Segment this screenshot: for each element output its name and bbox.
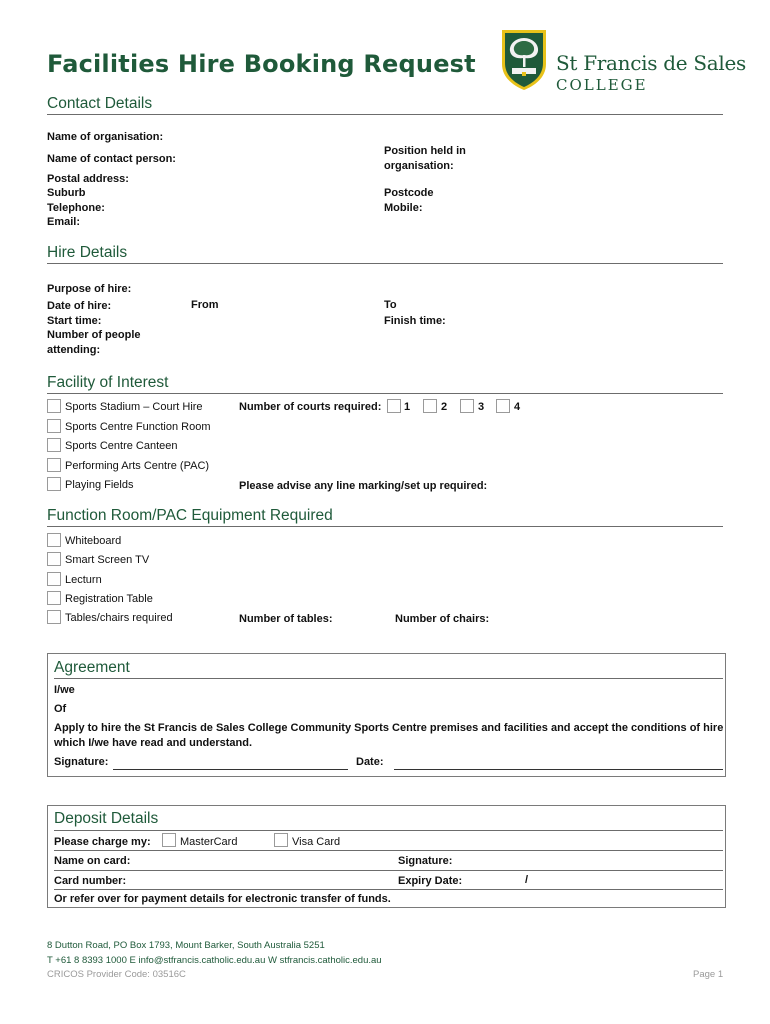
equipment-heading: Function Room/PAC Equipment Required xyxy=(47,507,333,524)
contact-person-label: Name of contact person: xyxy=(47,153,176,165)
equipment-label-whiteboard: Whiteboard xyxy=(65,535,122,547)
visa-label: Visa Card xyxy=(292,836,341,848)
page-number: Page 1 xyxy=(693,969,724,980)
divider xyxy=(47,393,723,394)
position-label: Position held in xyxy=(384,145,466,157)
page-title: Facilities Hire Booking Request xyxy=(47,50,476,78)
from-label: From xyxy=(191,299,219,311)
facility-label-pac: Performing Arts Centre (PAC) xyxy=(65,460,210,472)
facility-label-stadium: Sports Stadium – Court Hire xyxy=(65,401,203,413)
divider xyxy=(54,850,723,851)
equipment-label-registration-table: Registration Table xyxy=(65,593,153,605)
facility-checkbox-playing-fields[interactable] xyxy=(47,477,61,491)
agreement-text: Apply to hire the St Francis de Sales College Community Sports Centre premises and facilities and accept the conditions of hire xyxy=(54,722,724,734)
chairs-label: Number of chairs: xyxy=(395,613,490,625)
footer-contact xyxy=(47,955,382,966)
court-checkbox-1[interactable] xyxy=(387,399,401,413)
purpose-label: Purpose of hire: xyxy=(47,283,132,295)
divider xyxy=(54,678,723,679)
equipment-label-lecturn: Lecturn xyxy=(65,574,102,586)
name-on-card-label: Name on card: xyxy=(54,855,131,867)
college-crest-logo xyxy=(498,26,550,92)
court-label-4: 4 xyxy=(514,401,521,413)
facility-checkbox-function-room[interactable] xyxy=(47,419,61,433)
court-checkbox-2[interactable] xyxy=(423,399,437,413)
facility-checkbox-pac[interactable] xyxy=(47,458,61,472)
postcode-label: Postcode xyxy=(384,187,434,199)
facility-checkbox-canteen[interactable] xyxy=(47,438,61,452)
deposit-heading: Deposit Details xyxy=(54,810,159,827)
mastercard-label: MasterCard xyxy=(180,836,238,848)
mobile-label: Mobile: xyxy=(384,202,423,214)
equipment-label-smart-tv: Smart Screen TV xyxy=(65,554,150,566)
court-checkbox-3[interactable] xyxy=(460,399,474,413)
divider xyxy=(47,114,723,115)
finish-time-label: Finish time: xyxy=(384,315,446,327)
expiry-slash: / xyxy=(525,874,529,886)
refer-text: Or refer over for payment details for electronic transfer of funds. xyxy=(54,893,391,905)
divider xyxy=(47,263,723,264)
email-prefix: E xyxy=(129,955,136,966)
divider xyxy=(54,889,723,890)
equipment-checkbox-lecturn[interactable] xyxy=(47,572,61,586)
agreement-text-2: which I/we have read and understand. xyxy=(54,737,253,749)
org-label: Name of organisation: xyxy=(47,131,164,143)
charge-label: Please charge my: xyxy=(54,836,151,848)
people-label: Number of people xyxy=(47,329,141,341)
footer-address: 8 Dutton Road, PO Box 1793, Mount Barker, South Australia 5251 xyxy=(47,940,325,951)
footer-phone: +61 8 8393 1000 xyxy=(55,955,127,966)
date-of-hire-label: Date of hire: xyxy=(47,300,112,312)
people-label-2: attending: xyxy=(47,344,101,356)
agreement-box xyxy=(47,653,726,777)
equipment-checkbox-whiteboard[interactable] xyxy=(47,533,61,547)
agreement-signature-label: Signature: xyxy=(54,756,109,768)
equipment-label-tables-chairs: Tables/chairs required xyxy=(65,612,173,624)
hire-heading: Hire Details xyxy=(47,244,128,261)
tables-label: Number of tables: xyxy=(239,613,333,625)
equipment-checkbox-smart-tv[interactable] xyxy=(47,552,61,566)
date-line[interactable] xyxy=(394,769,723,770)
position-label-2: organisation: xyxy=(384,160,454,172)
mastercard-checkbox[interactable] xyxy=(162,833,176,847)
suburb-label: Suburb xyxy=(47,187,86,199)
to-label: To xyxy=(384,299,397,311)
postal-label: Postal address: xyxy=(47,173,129,185)
of-label: Of xyxy=(54,703,67,715)
court-label-2: 2 xyxy=(441,401,448,413)
equipment-checkbox-tables-chairs[interactable] xyxy=(47,610,61,624)
court-label-1: 1 xyxy=(404,401,411,413)
facility-label-function-room: Sports Centre Function Room xyxy=(65,421,211,433)
footer-cricos: CRICOS Provider Code: 03516C xyxy=(47,969,186,980)
email-label: Email: xyxy=(47,216,81,228)
web-prefix: W xyxy=(268,955,277,966)
expiry-label: Expiry Date: xyxy=(398,875,463,887)
facility-checkbox-stadium[interactable] xyxy=(47,399,61,413)
court-label-3: 3 xyxy=(478,401,485,413)
telephone-label: Telephone: xyxy=(47,202,105,214)
signature-line[interactable] xyxy=(113,769,348,770)
facility-label-playing-fields: Playing Fields xyxy=(65,479,134,491)
contact-heading: Contact Details xyxy=(47,95,153,112)
visa-checkbox[interactable] xyxy=(274,833,288,847)
agreement-heading: Agreement xyxy=(54,659,130,676)
divider xyxy=(54,870,723,871)
brand-name: St Francis de Sales xyxy=(556,51,746,75)
facility-label-canteen: Sports Centre Canteen xyxy=(65,440,178,452)
court-checkbox-4[interactable] xyxy=(496,399,510,413)
facility-heading: Facility of Interest xyxy=(47,374,169,391)
deposit-signature-label: Signature: xyxy=(398,855,453,867)
divider xyxy=(54,830,723,831)
divider xyxy=(47,526,723,527)
card-number-label: Card number: xyxy=(54,875,127,887)
equipment-checkbox-registration-table[interactable] xyxy=(47,591,61,605)
iwe-label: I/we xyxy=(54,684,75,696)
courts-label: Number of courts required: xyxy=(239,401,382,413)
footer-web[interactable]: stfrancis.catholic.edu.au xyxy=(279,955,382,966)
agreement-date-label: Date: xyxy=(356,756,384,768)
brand-sub: COLLEGE xyxy=(556,76,648,94)
footer-email[interactable]: info@stfrancis.catholic.edu.au xyxy=(138,955,266,966)
phone-prefix: T xyxy=(47,955,53,966)
start-time-label: Start time: xyxy=(47,315,102,327)
line-marking-label: Please advise any line marking/set up required: xyxy=(239,480,488,492)
